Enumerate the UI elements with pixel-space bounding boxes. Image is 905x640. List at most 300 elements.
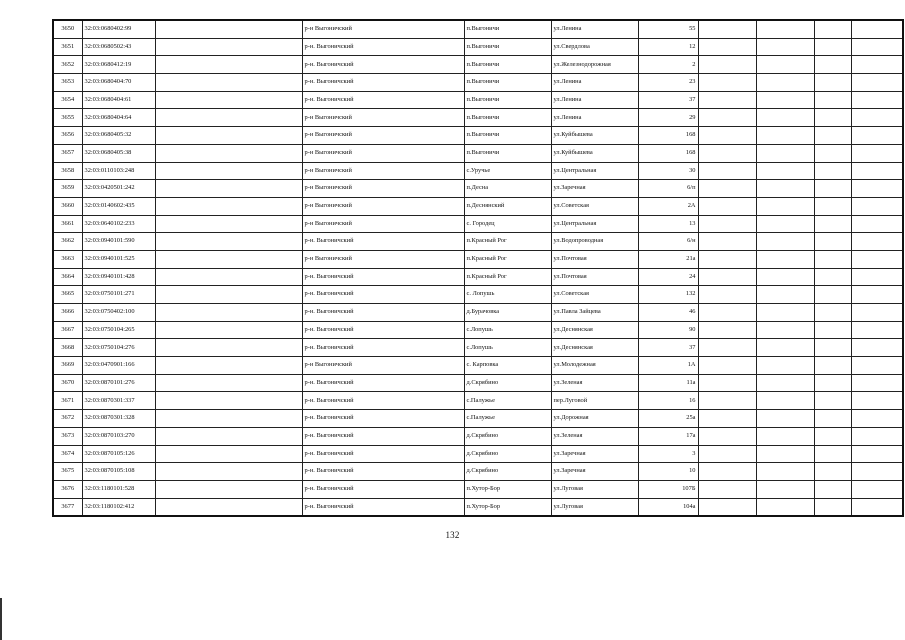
cell-empty	[814, 498, 851, 516]
cell-street: ул.Молодежная	[551, 357, 638, 375]
cell-empty	[851, 374, 903, 392]
cell-empty	[756, 463, 814, 481]
cell-record-number: 3669	[53, 357, 82, 375]
cell-house-number: 168	[638, 144, 698, 162]
cell-district: р-н. Выгоничский	[302, 38, 464, 56]
cell-cadastral-number: 32:03:0680405:32	[82, 127, 155, 145]
cell-empty	[698, 410, 756, 428]
cell-empty	[698, 162, 756, 180]
cell-record-number: 3657	[53, 144, 82, 162]
registry-body	[53, 20, 903, 516]
cell-district: р-н. Выгоничский	[302, 56, 464, 74]
cell-empty	[851, 427, 903, 445]
cell-district: р-н Выгоничский	[302, 180, 464, 198]
cell-street: ул.Ленина	[551, 74, 638, 92]
cell-district: р-н. Выгоничский	[302, 233, 464, 251]
table-row	[53, 162, 903, 180]
cell-empty	[814, 250, 851, 268]
cell-cadastral-number: 32:03:0140602:435	[82, 197, 155, 215]
table-row	[53, 463, 903, 481]
cell-empty	[155, 109, 302, 127]
table-row	[53, 38, 903, 56]
cell-street: ул.Куйбышева	[551, 144, 638, 162]
cell-empty	[155, 410, 302, 428]
cell-empty	[756, 250, 814, 268]
cell-locality: п.Выгоничи	[464, 74, 551, 92]
cell-empty	[851, 286, 903, 304]
table-row	[53, 321, 903, 339]
cell-locality: п.Хутор-Бор	[464, 480, 551, 498]
cell-street: ул.Дорожная	[551, 410, 638, 428]
cell-empty	[756, 197, 814, 215]
cell-empty	[756, 392, 814, 410]
cell-empty	[698, 392, 756, 410]
table-row	[53, 233, 903, 251]
cell-cadastral-number: 32:03:0750402:100	[82, 304, 155, 322]
cell-empty	[756, 215, 814, 233]
cell-street: ул.Советская	[551, 286, 638, 304]
cell-street: ул.Свердлова	[551, 38, 638, 56]
table-row	[53, 20, 903, 38]
cell-record-number: 3664	[53, 268, 82, 286]
cell-record-number: 3674	[53, 445, 82, 463]
table-row	[53, 445, 903, 463]
cell-empty	[814, 91, 851, 109]
cell-street: ул.Центральная	[551, 162, 638, 180]
cell-empty	[155, 215, 302, 233]
scan-edge-mark	[0, 598, 2, 640]
cell-empty	[155, 91, 302, 109]
cell-house-number: 23	[638, 74, 698, 92]
cell-empty	[698, 109, 756, 127]
cell-street: ул.Железнодорожная	[551, 56, 638, 74]
cell-empty	[814, 233, 851, 251]
cell-district: р-н. Выгоничский	[302, 268, 464, 286]
cell-house-number: 16	[638, 392, 698, 410]
cell-street: ул.Павла Зайцева	[551, 304, 638, 322]
cell-empty	[851, 197, 903, 215]
cell-empty	[155, 357, 302, 375]
cell-empty	[155, 56, 302, 74]
cell-street: ул.Заречная	[551, 445, 638, 463]
cell-empty	[756, 268, 814, 286]
cell-empty	[851, 180, 903, 198]
cell-record-number: 3675	[53, 463, 82, 481]
cell-district: р-н. Выгоничский	[302, 286, 464, 304]
cell-empty	[698, 480, 756, 498]
table-row	[53, 56, 903, 74]
table-row	[53, 410, 903, 428]
cell-empty	[756, 109, 814, 127]
cell-empty	[851, 410, 903, 428]
cell-locality: п.Выгоничи	[464, 144, 551, 162]
cell-district: р-н. Выгоничский	[302, 91, 464, 109]
cell-house-number: 6/п	[638, 180, 698, 198]
cell-empty	[814, 374, 851, 392]
cell-empty	[814, 268, 851, 286]
cell-house-number: 10	[638, 463, 698, 481]
cell-district: р-н Выгоничский	[302, 144, 464, 162]
table-row	[53, 286, 903, 304]
cell-locality: д.Скрябино	[464, 445, 551, 463]
cell-empty	[698, 374, 756, 392]
cell-empty	[814, 463, 851, 481]
cell-empty	[814, 197, 851, 215]
cell-empty	[756, 339, 814, 357]
cell-district: р-н. Выгоничский	[302, 463, 464, 481]
cell-empty	[851, 480, 903, 498]
cell-empty	[698, 215, 756, 233]
cell-empty	[814, 56, 851, 74]
table-row	[53, 250, 903, 268]
table-row	[53, 427, 903, 445]
cell-house-number: 6/н	[638, 233, 698, 251]
cell-empty	[851, 215, 903, 233]
cell-empty	[814, 427, 851, 445]
cell-empty	[698, 144, 756, 162]
cell-district: р-н. Выгоничский	[302, 374, 464, 392]
cell-district: р-н. Выгоничский	[302, 74, 464, 92]
cell-house-number: 90	[638, 321, 698, 339]
cell-locality: с.Палужье	[464, 392, 551, 410]
cell-empty	[155, 427, 302, 445]
cell-record-number: 3663	[53, 250, 82, 268]
cell-empty	[756, 20, 814, 38]
table-row	[53, 215, 903, 233]
cell-record-number: 3652	[53, 56, 82, 74]
cell-district: р-н. Выгоничский	[302, 321, 464, 339]
cell-cadastral-number: 32:03:0680405:38	[82, 144, 155, 162]
cell-locality: п.Красный Рог	[464, 268, 551, 286]
cell-empty	[698, 20, 756, 38]
cell-house-number: 30	[638, 162, 698, 180]
cell-record-number: 3655	[53, 109, 82, 127]
cell-street: ул.Заречная	[551, 180, 638, 198]
cell-cadastral-number: 32:03:0870301:337	[82, 392, 155, 410]
cell-empty	[851, 268, 903, 286]
cell-cadastral-number: 32:03:0680502:43	[82, 38, 155, 56]
cell-empty	[698, 38, 756, 56]
cell-cadastral-number: 32:03:0940101:428	[82, 268, 155, 286]
cell-house-number: 132	[638, 286, 698, 304]
cell-house-number: 12	[638, 38, 698, 56]
cell-cadastral-number: 32:03:0940101:590	[82, 233, 155, 251]
cell-house-number: 46	[638, 304, 698, 322]
cell-record-number: 3666	[53, 304, 82, 322]
cell-empty	[851, 392, 903, 410]
cell-cadastral-number: 32:03:0870105:126	[82, 445, 155, 463]
cell-cadastral-number: 32:03:0680404:64	[82, 109, 155, 127]
cell-empty	[814, 38, 851, 56]
cell-house-number: 29	[638, 109, 698, 127]
cell-empty	[814, 215, 851, 233]
cell-empty	[155, 374, 302, 392]
cell-locality: д.Скрябино	[464, 374, 551, 392]
cell-empty	[155, 304, 302, 322]
table-row	[53, 109, 903, 127]
cell-locality: п.Красный Рог	[464, 233, 551, 251]
cell-empty	[814, 74, 851, 92]
cell-empty	[756, 498, 814, 516]
cell-locality: п.Выгоничи	[464, 20, 551, 38]
cell-empty	[851, 339, 903, 357]
cell-street: ул.Центральная	[551, 215, 638, 233]
cell-cadastral-number: 32:03:0750104:265	[82, 321, 155, 339]
cell-empty	[756, 56, 814, 74]
cell-street: ул.Заречная	[551, 463, 638, 481]
cell-house-number: 25а	[638, 410, 698, 428]
cell-locality: п.Деснянский	[464, 197, 551, 215]
cell-empty	[698, 321, 756, 339]
cell-empty	[851, 445, 903, 463]
cell-street: ул.Зеленая	[551, 374, 638, 392]
cell-empty	[155, 463, 302, 481]
cell-empty	[155, 286, 302, 304]
cell-empty	[814, 304, 851, 322]
cell-empty	[155, 392, 302, 410]
cell-empty	[698, 498, 756, 516]
table-row	[53, 268, 903, 286]
cell-cadastral-number: 32:03:0870301:328	[82, 410, 155, 428]
cell-empty	[851, 109, 903, 127]
cell-house-number: 17а	[638, 427, 698, 445]
cell-district: р-н. Выгоничский	[302, 480, 464, 498]
cell-empty	[155, 250, 302, 268]
cell-empty	[814, 392, 851, 410]
cell-house-number: 1А	[638, 357, 698, 375]
cell-empty	[814, 286, 851, 304]
table-row	[53, 180, 903, 198]
cell-empty	[756, 286, 814, 304]
cell-locality: п.Красный Рог	[464, 250, 551, 268]
cell-district: р-н. Выгоничский	[302, 339, 464, 357]
cell-cadastral-number: 32:03:0680404:61	[82, 91, 155, 109]
cell-locality: д.Скрябино	[464, 463, 551, 481]
cell-locality: с. Городец	[464, 215, 551, 233]
cell-locality: п.Выгоничи	[464, 91, 551, 109]
cell-empty	[851, 91, 903, 109]
cell-street: пер.Луговой	[551, 392, 638, 410]
cell-empty	[698, 91, 756, 109]
cell-empty	[698, 180, 756, 198]
cell-empty	[756, 321, 814, 339]
table-row	[53, 374, 903, 392]
cell-street: ул.Ленина	[551, 109, 638, 127]
cell-cadastral-number: 32:03:0420501:242	[82, 180, 155, 198]
cell-empty	[756, 427, 814, 445]
cell-district: р-н Выгоничский	[302, 20, 464, 38]
cell-cadastral-number: 32:03:0110103:248	[82, 162, 155, 180]
table-row	[53, 339, 903, 357]
cell-empty	[756, 357, 814, 375]
cell-empty	[155, 268, 302, 286]
cell-empty	[851, 321, 903, 339]
table-row	[53, 480, 903, 498]
cell-empty	[155, 339, 302, 357]
cell-empty	[698, 197, 756, 215]
cell-locality: с.Лопушь	[464, 321, 551, 339]
cell-house-number: 24	[638, 268, 698, 286]
cell-empty	[698, 445, 756, 463]
cell-street: ул.Почтовая	[551, 250, 638, 268]
cell-locality: п.Хутор-Бор	[464, 498, 551, 516]
cell-cadastral-number: 32:03:0870103:270	[82, 427, 155, 445]
cell-empty	[155, 197, 302, 215]
cell-district: р-н Выгоничский	[302, 109, 464, 127]
cell-locality: с.Палужье	[464, 410, 551, 428]
cell-cadastral-number: 32:03:0680412:19	[82, 56, 155, 74]
cell-district: р-н Выгоничский	[302, 162, 464, 180]
cell-house-number: 55	[638, 20, 698, 38]
cell-empty	[698, 463, 756, 481]
cell-locality: д.Скрябино	[464, 427, 551, 445]
cell-record-number: 3672	[53, 410, 82, 428]
cell-locality: п.Выгоничи	[464, 38, 551, 56]
cell-empty	[851, 233, 903, 251]
cell-house-number: 107Б	[638, 480, 698, 498]
cell-record-number: 3656	[53, 127, 82, 145]
cell-record-number: 3665	[53, 286, 82, 304]
cell-empty	[851, 304, 903, 322]
cell-record-number: 3660	[53, 197, 82, 215]
cell-record-number: 3667	[53, 321, 82, 339]
cell-record-number: 3668	[53, 339, 82, 357]
cell-house-number: 104а	[638, 498, 698, 516]
cell-empty	[814, 321, 851, 339]
cell-locality: с. Лопушь	[464, 286, 551, 304]
cell-house-number: 168	[638, 127, 698, 145]
cell-empty	[698, 304, 756, 322]
cell-empty	[698, 427, 756, 445]
cell-empty	[814, 480, 851, 498]
cell-empty	[851, 74, 903, 92]
table-row	[53, 498, 903, 516]
cell-empty	[698, 357, 756, 375]
cell-empty	[814, 20, 851, 38]
cell-locality: п.Выгоничи	[464, 127, 551, 145]
cell-locality: п.Десна	[464, 180, 551, 198]
cell-cadastral-number: 32:03:0640102:233	[82, 215, 155, 233]
cell-locality: с. Карповка	[464, 357, 551, 375]
cell-street: ул.Ленина	[551, 20, 638, 38]
cell-record-number: 3670	[53, 374, 82, 392]
cell-empty	[851, 20, 903, 38]
cell-empty	[756, 74, 814, 92]
table-row	[53, 91, 903, 109]
cell-empty	[851, 498, 903, 516]
cell-street: ул.Почтовая	[551, 268, 638, 286]
cell-empty	[155, 321, 302, 339]
cell-empty	[756, 38, 814, 56]
cell-street: ул.Луговая	[551, 480, 638, 498]
cell-district: р-н Выгоничский	[302, 250, 464, 268]
cell-street: ул.Деснянская	[551, 339, 638, 357]
cell-empty	[851, 162, 903, 180]
cell-empty	[698, 56, 756, 74]
cell-cadastral-number: 32:03:0680402:99	[82, 20, 155, 38]
cell-street: ул.Деснянская	[551, 321, 638, 339]
cell-house-number: 13	[638, 215, 698, 233]
cell-empty	[155, 162, 302, 180]
cell-record-number: 3662	[53, 233, 82, 251]
table-row	[53, 197, 903, 215]
cell-locality: с.Лопушь	[464, 339, 551, 357]
cell-house-number: 21а	[638, 250, 698, 268]
cell-cadastral-number: 32:03:0680404:70	[82, 74, 155, 92]
cell-empty	[756, 127, 814, 145]
table-row	[53, 74, 903, 92]
cell-locality: п.Выгоничи	[464, 109, 551, 127]
cell-house-number: 37	[638, 339, 698, 357]
cell-house-number: 3	[638, 445, 698, 463]
cell-empty	[814, 357, 851, 375]
cell-record-number: 3677	[53, 498, 82, 516]
cell-house-number: 11а	[638, 374, 698, 392]
cell-cadastral-number: 32:03:0870101:276	[82, 374, 155, 392]
cell-district: р-н. Выгоничский	[302, 410, 464, 428]
cell-empty	[756, 445, 814, 463]
cell-house-number: 2	[638, 56, 698, 74]
cell-empty	[851, 56, 903, 74]
cell-locality: п.Выгоничи	[464, 56, 551, 74]
cell-empty	[155, 127, 302, 145]
cell-empty	[756, 410, 814, 428]
table-row	[53, 392, 903, 410]
cell-empty	[851, 144, 903, 162]
cell-empty	[851, 463, 903, 481]
cell-cadastral-number: 32:03:0750101:271	[82, 286, 155, 304]
page-number: 132	[445, 530, 460, 540]
cell-empty	[814, 162, 851, 180]
table-row	[53, 144, 903, 162]
cell-district: р-н. Выгоничский	[302, 392, 464, 410]
cell-empty	[698, 74, 756, 92]
cell-record-number: 3659	[53, 180, 82, 198]
cell-district: р-н Выгоничский	[302, 215, 464, 233]
cell-record-number: 3654	[53, 91, 82, 109]
cell-record-number: 3671	[53, 392, 82, 410]
cell-empty	[756, 144, 814, 162]
cell-district: р-н. Выгоничский	[302, 445, 464, 463]
cell-record-number: 3658	[53, 162, 82, 180]
cell-empty	[155, 38, 302, 56]
cell-district: р-н. Выгоничский	[302, 304, 464, 322]
cell-empty	[756, 91, 814, 109]
cell-record-number: 3676	[53, 480, 82, 498]
cell-house-number: 2А	[638, 197, 698, 215]
cell-empty	[814, 445, 851, 463]
cell-empty	[814, 109, 851, 127]
cell-cadastral-number: 32:03:0870105:108	[82, 463, 155, 481]
cell-cadastral-number: 32:03:1180102:412	[82, 498, 155, 516]
cell-street: ул.Ленина	[551, 91, 638, 109]
cell-empty	[756, 374, 814, 392]
cell-locality: с.Уручье	[464, 162, 551, 180]
cell-empty	[155, 74, 302, 92]
cell-empty	[698, 127, 756, 145]
cell-street: ул.Куйбышева	[551, 127, 638, 145]
cell-record-number: 3673	[53, 427, 82, 445]
table-row	[53, 304, 903, 322]
cell-cadastral-number: 32:03:1180101:528	[82, 480, 155, 498]
cell-empty	[756, 233, 814, 251]
cell-empty	[814, 410, 851, 428]
cell-empty	[756, 304, 814, 322]
cell-empty	[155, 20, 302, 38]
cell-empty	[698, 339, 756, 357]
cell-empty	[155, 498, 302, 516]
cell-district: р-н. Выгоничский	[302, 498, 464, 516]
